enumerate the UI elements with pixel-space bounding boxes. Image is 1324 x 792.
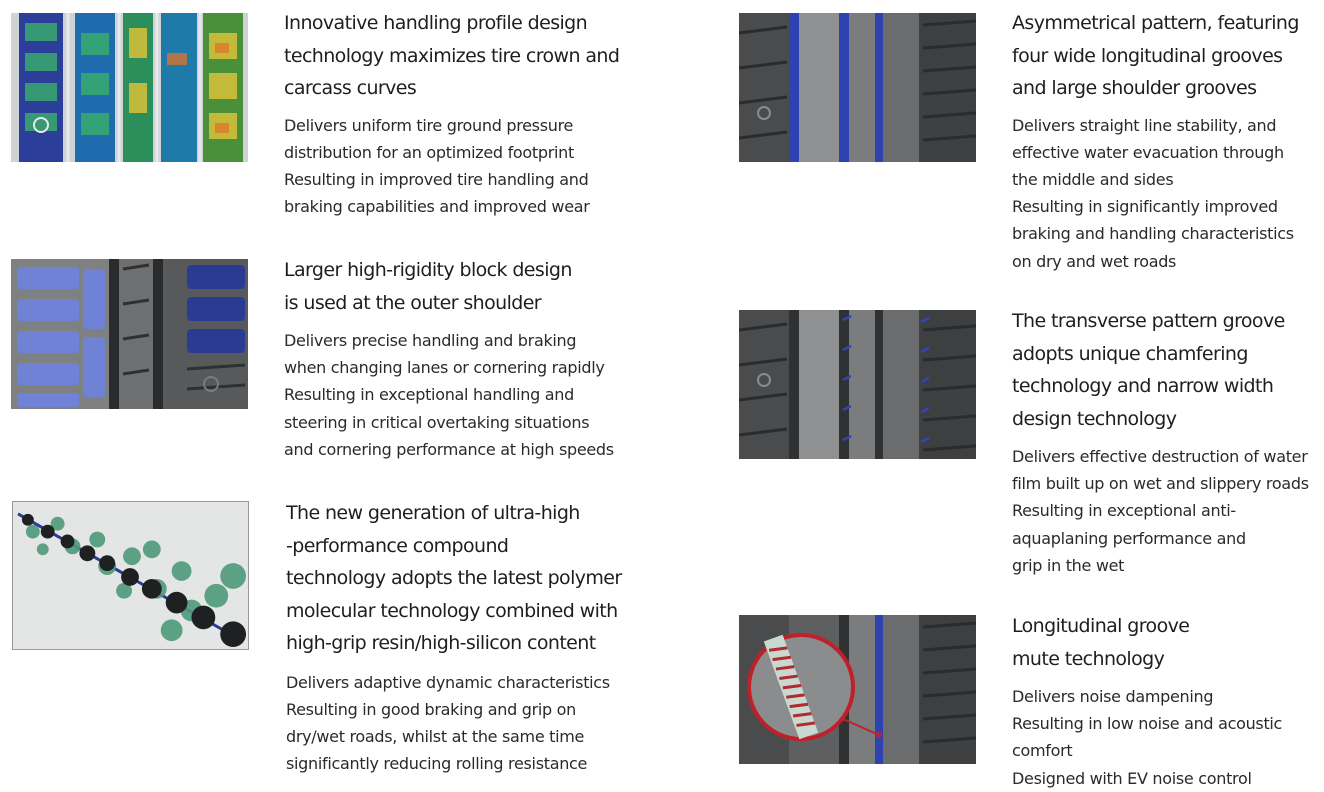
feature-description: Delivers effective destruction of water film built up on wet and slippery roads Resulting in exceptional anti- aquaplaning performance and grip in the wet (1012, 447, 1309, 575)
feature-title: Innovative handling profile design technology maximizes tire crown and carcass curves (284, 12, 620, 99)
longitudinal-groove-tread-image (739, 13, 976, 162)
feature-title: Asymmetrical pattern, featuring four wide longitudinal grooves and large shoulder grooves (1012, 12, 1299, 99)
feature-title: The transverse pattern groove adopts unique chamfering technology and narrow width design technology (1012, 310, 1285, 430)
shoulder-block-tread-image (11, 259, 248, 409)
feature-title: Longitudinal groove mute technology (1012, 615, 1190, 670)
groove-mute-magnifier-image (739, 615, 976, 764)
transverse-groove-tread-image (739, 310, 976, 459)
feature-description: Delivers precise handling and braking when changing lanes or cornering rapidly Resulting in exceptional handling and steering in critical overtaking situations and cornering performance at high speeds (284, 331, 614, 459)
feature-title: The new generation of ultra-high -performance compound technology adopts the latest polymer molecular technology combined with high-grip resin/high-silicon content (286, 502, 622, 654)
tread-pressure-heatmap-image (11, 13, 248, 162)
feature-title: Larger high-rigidity block design is used at the outer shoulder (284, 259, 572, 314)
feature-description: Delivers adaptive dynamic characteristics Resulting in good braking and grip on dry/wet roads, whilst at the same time significantly reducing rolling resistance (286, 672, 610, 774)
feature-description: Delivers noise dampening Resulting in low noise and acoustic comfort Designed with EV noise control (1012, 687, 1283, 788)
feature-description: Delivers uniform tire ground pressure distribution for an optimized footprint Resulting in improved tire handling and braking capabilities and improved wear (284, 115, 590, 217)
polymer-molecule-chain-image (12, 501, 249, 650)
feature-description: Delivers straight line stability, and effective water evacuation through the middle and sides Resulting in significantly improved braking and handling characteristics on dry and wet roads (1012, 115, 1294, 271)
